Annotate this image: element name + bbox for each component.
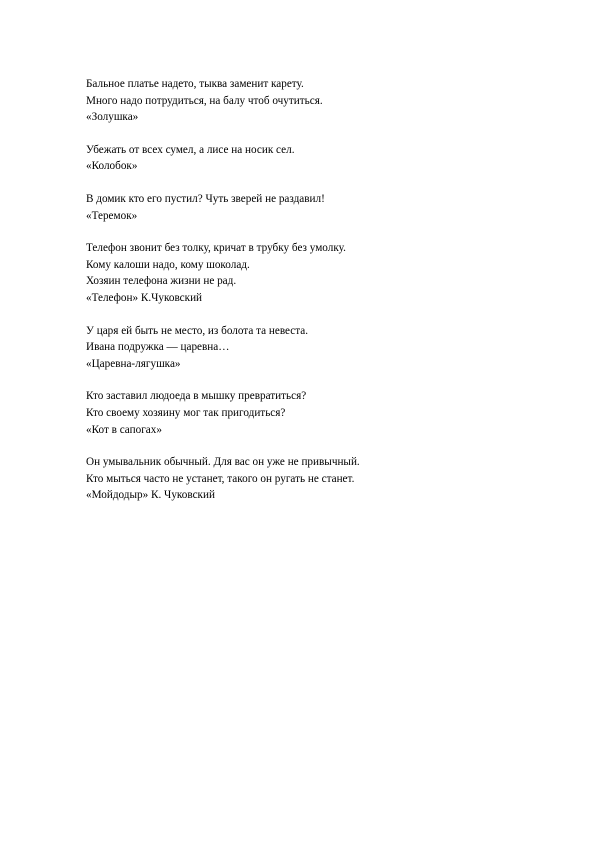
riddle-5-answer: «Царевна-лягушка» (86, 357, 181, 370)
riddle-3-answer: «Теремок» (86, 209, 138, 222)
riddle-6-answer: «Кот в сапогах» (86, 423, 162, 436)
riddle-5-line-1: У царя ей быть не место, из болота та невеста. (86, 324, 309, 337)
riddle-1-line-1: Бальное платье надето, тыква заменит карету. (86, 78, 304, 90)
riddle-2-line-1: Убежать от всех сумел, а лисе на носик сел. (86, 143, 295, 156)
riddle-2 (86, 142, 546, 175)
riddle-4-answer: «Телефон» К.Чуковский (86, 291, 203, 304)
riddle-4-line-1: Телефон звонит без толку, кричат в трубку без умолку. (86, 242, 346, 255)
riddle-6 (86, 388, 546, 438)
riddle-7-answer: «Мойдодыр» К. Чуковский (86, 489, 215, 502)
riddle-1-answer: «Золушка» (86, 111, 139, 124)
riddle-5 (86, 323, 546, 373)
riddle-4 (86, 240, 546, 306)
riddle-5-line-2: Ивана подружка — царевна… (86, 341, 230, 354)
riddle-7-line-2: Кто мыться часто не устанет, такого он ругать не станет. (86, 472, 355, 485)
riddle-2-answer: «Колобок» (86, 160, 138, 173)
riddle-3-line-1: В домик кто его пустил? Чуть зверей не раздавил! (86, 192, 325, 205)
riddle-3 (86, 191, 546, 224)
riddle-7-line-1: Он умывальник обычный. Для вас он уже не привычный. (86, 456, 360, 469)
riddle-1-line-2: Много надо потрудиться, на балу чтоб очутиться. (86, 94, 323, 107)
riddle-6-line-1: Кто заставил людоеда в мышку превратиться? (86, 390, 307, 403)
riddle-4-line-2: Кому калоши надо, кому шоколад. (86, 258, 250, 271)
riddle-1 (86, 76, 546, 126)
riddle-4-line-3: Хозяин телефона жизни не рад. (86, 275, 237, 288)
riddle-7 (86, 454, 546, 504)
document-body (86, 76, 546, 520)
riddle-6-line-2: Кто своему хозяину мог так пригодиться? (86, 406, 286, 419)
